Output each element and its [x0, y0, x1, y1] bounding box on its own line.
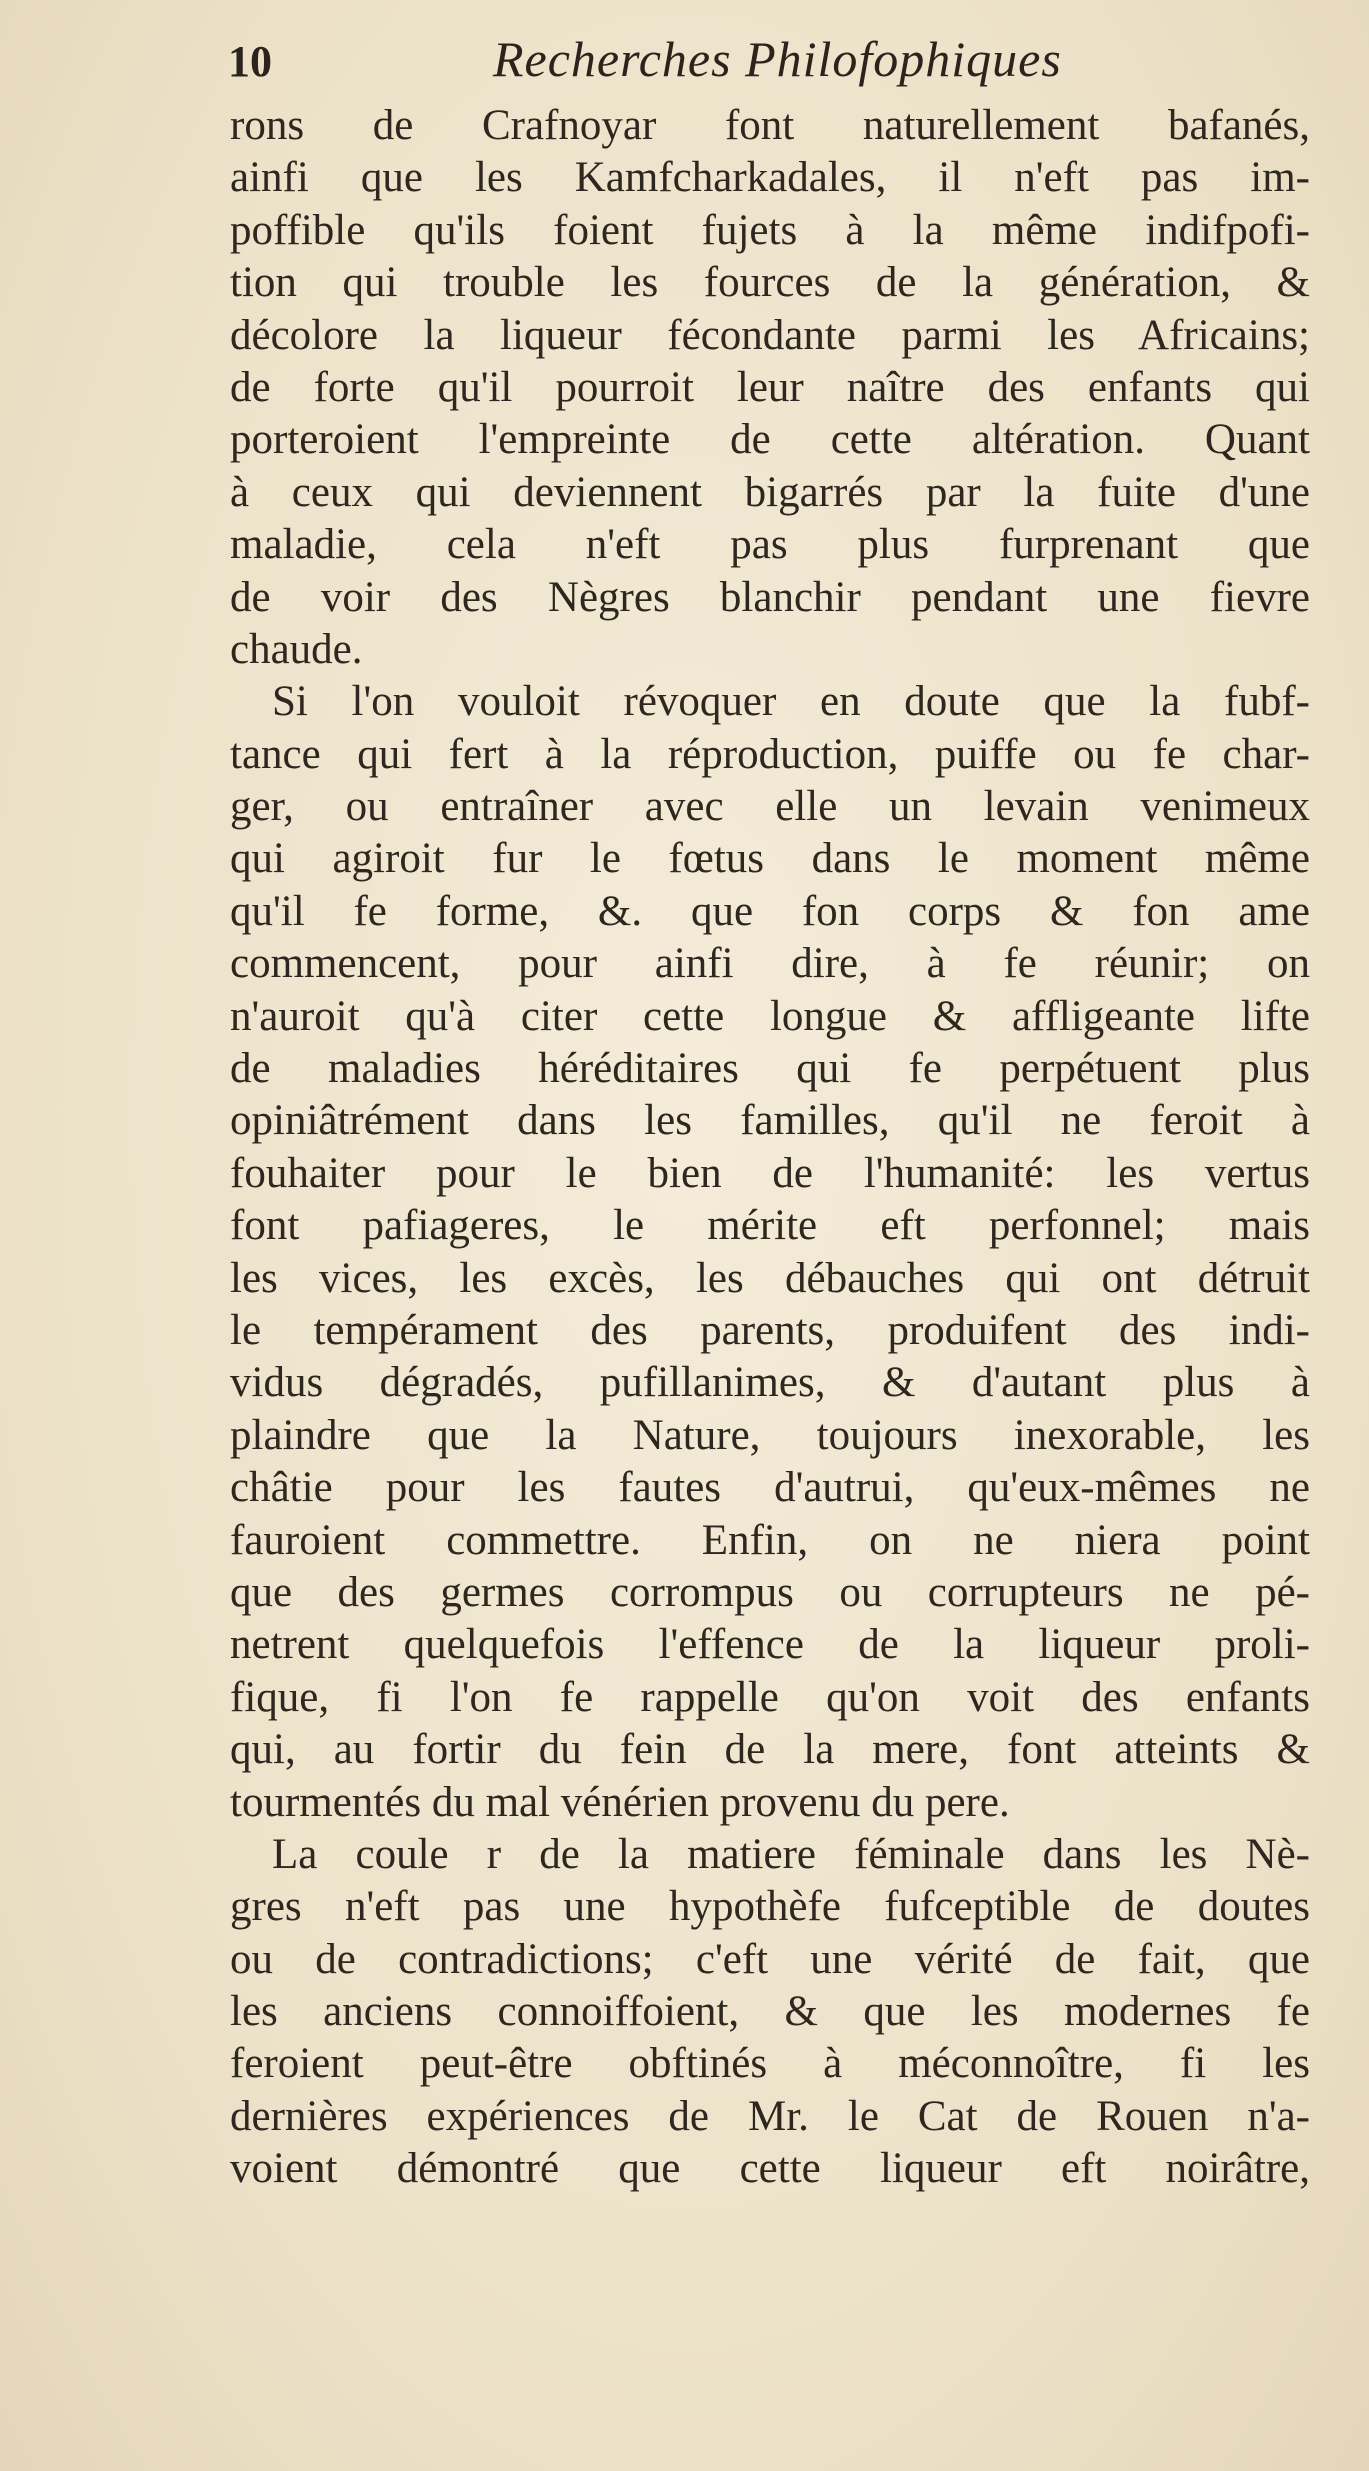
text-line: de forte qu'il pourroit leur naître des enfants qui — [230, 363, 1310, 411]
text-line: maladie, cela n'eft pas plus furprenant que — [230, 521, 1310, 569]
text-line: opiniâtrément dans les familles, qu'il ne feroit à — [230, 1097, 1310, 1145]
page-header — [228, 30, 1308, 100]
text-line: tourmentés du mal vénérien provenu du pere. — [230, 1778, 1010, 1826]
text-line: gres n'eft pas une hypothèfe fufceptible de doutes — [230, 1883, 1310, 1931]
text-line: font pafiageres, le mérite eft perfonnel; mais — [230, 1202, 1310, 1250]
text-line: le tempérament des parents, produifent des indi- — [230, 1306, 1310, 1354]
text-line: à ceux qui deviennent bigarrés par la fuite d'une — [230, 468, 1310, 516]
text-line: voient démontré que cette liqueur eft noirâtre, — [230, 2145, 1310, 2193]
body-text — [230, 100, 1310, 2196]
text-line: fique, fi l'on fe rappelle qu'on voit des enfants — [230, 1673, 1310, 1721]
text-line: ainfi que les Kamfcharkadales, il n'eft pas im- — [230, 154, 1310, 202]
text-line: poffible qu'ils foient fujets à la même indifpofi- — [230, 206, 1310, 254]
text-line: netrent quelquefois l'effence de la liqueur proli- — [230, 1621, 1310, 1669]
text-line: de voir des Nègres blanchir pendant une fievre — [230, 573, 1310, 621]
text-line: vidus dégradés, pufillanimes, & d'autant plus à — [230, 1359, 1310, 1407]
text-line: commencent, pour ainfi dire, à fe réunir; on — [230, 940, 1310, 988]
text-line: rons de Crafnoyar font naturellement bafanés, — [230, 102, 1310, 149]
text-line: Si l'on vouloit révoquer en doute que la fubf- — [272, 678, 1310, 726]
text-line: n'auroit qu'à citer cette longue & affligeante lifte — [230, 992, 1310, 1040]
text-line: les vices, les excès, les débauches qui ont détruit — [230, 1254, 1310, 1302]
text-line: ou de contradictions; c'eft une vérité de fait, que — [230, 1935, 1310, 1983]
running-title: Recherches Philofophiques — [493, 31, 1062, 87]
text-line: fauroient commettre. Enfin, on ne niera point — [230, 1516, 1310, 1564]
text-line: fouhaiter pour le bien de l'humanité: les vertus — [230, 1149, 1310, 1197]
text-line: tion qui trouble les fources de la génération, & — [230, 259, 1310, 307]
text-line: feroient peut-être obftinés à méconnoître, fi les — [230, 2040, 1310, 2088]
text-line: que des germes corrompus ou corrupteurs ne pé- — [230, 1568, 1310, 1616]
text-line: La coule r de la matiere féminale dans les Nè- — [272, 1830, 1310, 1878]
text-line: de maladies héréditaires qui fe perpétuent plus — [230, 1045, 1310, 1093]
text-line: chaude. — [230, 625, 363, 673]
text-line: qui, au fortir du fein de la mere, font atteints & — [230, 1726, 1310, 1774]
text-line: châtie pour les fautes d'autrui, qu'eux-mêmes ne — [230, 1464, 1310, 1512]
text-line: tance qui fert à la réproduction, puiffe ou fe char- — [230, 730, 1310, 778]
text-line: ger, ou entraîner avec elle un levain venimeux — [230, 783, 1310, 831]
text-line: qui agiroit fur le fœtus dans le moment même — [230, 835, 1310, 883]
text-line: dernières expériences de Mr. le Cat de Rouen n'a- — [230, 2092, 1310, 2140]
text-line: décolore la liqueur fécondante parmi les Africains; — [230, 311, 1310, 359]
text-line: qu'il fe forme, &. que fon corps & fon ame — [230, 887, 1310, 935]
text-line: porteroient l'empreinte de cette altération. Quant — [230, 416, 1310, 464]
text-line: les anciens connoiffoient, & que les modernes fe — [230, 1988, 1310, 2036]
text-line: plaindre que la Nature, toujours inexorable, les — [230, 1411, 1310, 1459]
page-number: 10 — [228, 37, 272, 86]
